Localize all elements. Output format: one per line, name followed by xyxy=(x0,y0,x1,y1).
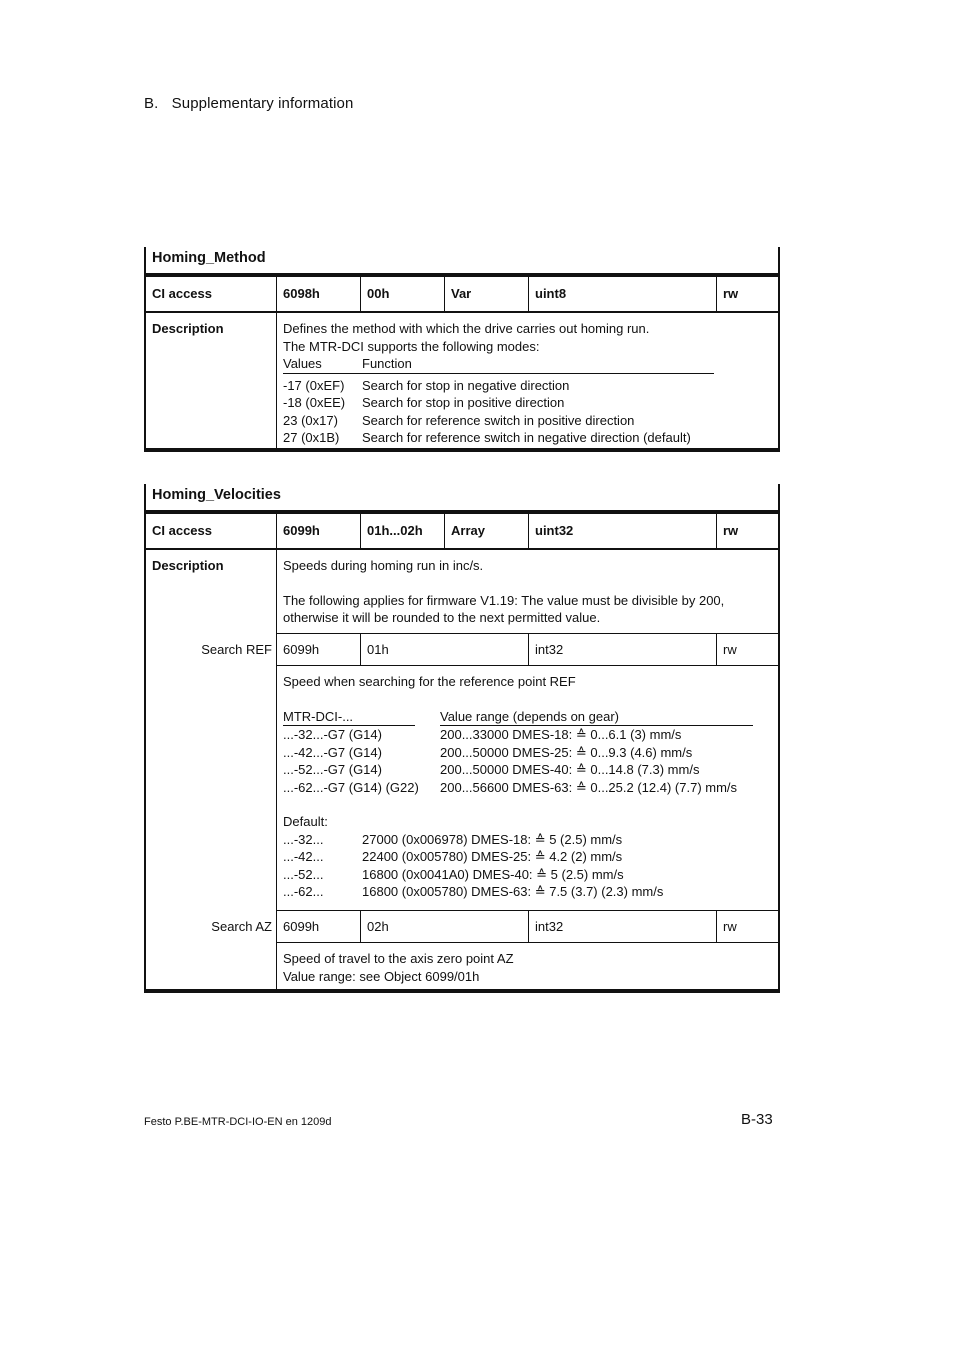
search-az-content xyxy=(276,943,778,989)
table-title: Homing_Velocities xyxy=(144,484,780,514)
footer-document-id: Festo P.BE-MTR-DCI-IO-EN en 1209d xyxy=(144,1116,332,1128)
search-az-line: Value range: see Object 6099/01h xyxy=(283,968,480,984)
table-bottom-rule xyxy=(144,448,780,452)
ci-label: CI access xyxy=(152,286,212,301)
mode-row: 23 (0x17) Search for reference switch in positive direction xyxy=(283,412,635,428)
ci-access-row xyxy=(144,514,780,550)
values-header: Values xyxy=(283,356,322,371)
homing-velocities-table xyxy=(144,484,780,993)
search-ref-row xyxy=(144,634,780,666)
modes-header xyxy=(283,355,714,374)
description-row xyxy=(144,313,780,448)
search-ref-content-row xyxy=(144,666,780,911)
search-az-line: Speed of travel to the axis zero point AZ xyxy=(283,951,514,966)
search-ref-index: 6099h xyxy=(276,634,360,666)
search-az-subindex: 02h xyxy=(360,911,528,943)
ci-index: 6099h xyxy=(276,514,360,548)
description-row xyxy=(144,550,780,634)
description-line: The MTR-DCI supports the following modes: xyxy=(283,338,540,354)
function-header: Function xyxy=(362,356,412,371)
default-label: Default: xyxy=(283,814,328,829)
search-az-label: Search AZ xyxy=(211,919,272,934)
default-row: ...-52... 16800 (0x0041A0) DMES-40: ≙ 5 (2.5) mm/s xyxy=(283,866,624,882)
search-ref-datatype: int32 xyxy=(528,634,716,666)
table-title: Homing_Method xyxy=(144,247,780,277)
search-ref-access: rw xyxy=(716,634,778,666)
ci-subindex: 01h...02h xyxy=(360,514,444,548)
range-row: ...-32...-G7 (G14) 200...33000 DMES-18: ≙ 0...6.1 (3) mm/s xyxy=(283,727,682,742)
section-title: Supplementary information xyxy=(171,95,354,112)
range-header xyxy=(283,708,772,727)
table-bottom-rule xyxy=(144,989,780,993)
description-line: Defines the method with which the drive carries out homing run. xyxy=(283,321,650,336)
search-ref-label: Search REF xyxy=(201,642,272,657)
range-row: ...-62...-G7 (G14) (G22) 200...56600 DMES-63: ≙ 0...25.2 (12.4) (7.7) mm/s xyxy=(283,779,738,795)
homing-method-table xyxy=(144,247,780,452)
ci-type: Var xyxy=(444,277,528,311)
ci-datatype: uint8 xyxy=(528,277,716,311)
description-content xyxy=(276,313,778,448)
ci-access: rw xyxy=(716,514,778,548)
description-line: The following applies for firmware V1.19: The value must be divisible by 200, xyxy=(283,592,725,608)
description-content xyxy=(276,550,778,634)
search-ref-intro: Speed when searching for the reference point REF xyxy=(283,674,576,689)
search-az-index: 6099h xyxy=(276,911,360,943)
ci-subindex: 00h xyxy=(360,277,444,311)
description-line: otherwise it will be rounded to the next permitted value. xyxy=(283,610,601,625)
default-row: ...-32... 27000 (0x006978) DMES-18: ≙ 5 (2.5) mm/s xyxy=(283,831,623,847)
section-header xyxy=(144,95,353,112)
mode-row: 27 (0x1B) Search for reference switch in negative direction (default) xyxy=(283,430,691,445)
description-label: Description xyxy=(152,558,224,573)
ci-label: CI access xyxy=(152,523,212,538)
range-header-label: Value range (depends on gear) xyxy=(440,708,753,727)
model-header: MTR-DCI-... xyxy=(283,708,415,727)
range-row: ...-52...-G7 (G14) 200...50000 DMES-40: ≙ 0...14.8 (7.3) mm/s xyxy=(283,762,700,777)
mode-row: -18 (0xEE) Search for stop in positive direction xyxy=(283,395,565,410)
search-ref-content xyxy=(276,666,778,911)
default-row: ...-42... 22400 (0x005780) DMES-25: ≙ 4.2 (2) mm/s xyxy=(283,849,623,864)
ci-access: rw xyxy=(716,277,778,311)
search-az-row xyxy=(144,911,780,943)
ci-index: 6098h xyxy=(276,277,360,311)
search-az-access: rw xyxy=(716,911,778,943)
page-number: B-33 xyxy=(741,1111,773,1128)
ci-datatype: uint32 xyxy=(528,514,716,548)
description-line: Speeds during homing run in inc/s. xyxy=(283,558,484,573)
section-number: B. xyxy=(144,95,159,112)
search-ref-subindex: 01h xyxy=(360,634,528,666)
range-row: ...-42...-G7 (G14) 200...50000 DMES-25: ≙ 0...9.3 (4.6) mm/s xyxy=(283,744,693,760)
description-label: Description xyxy=(152,321,224,336)
ci-access-row xyxy=(144,277,780,313)
search-az-datatype: int32 xyxy=(528,911,716,943)
mode-row: -17 (0xEF) Search for stop in negative direction xyxy=(283,377,570,393)
ci-type: Array xyxy=(444,514,528,548)
default-row: ...-62... 16800 (0x005780) DMES-63: ≙ 7.5 (3.7) (2.3) mm/s xyxy=(283,884,664,899)
search-az-content-row xyxy=(144,943,780,989)
